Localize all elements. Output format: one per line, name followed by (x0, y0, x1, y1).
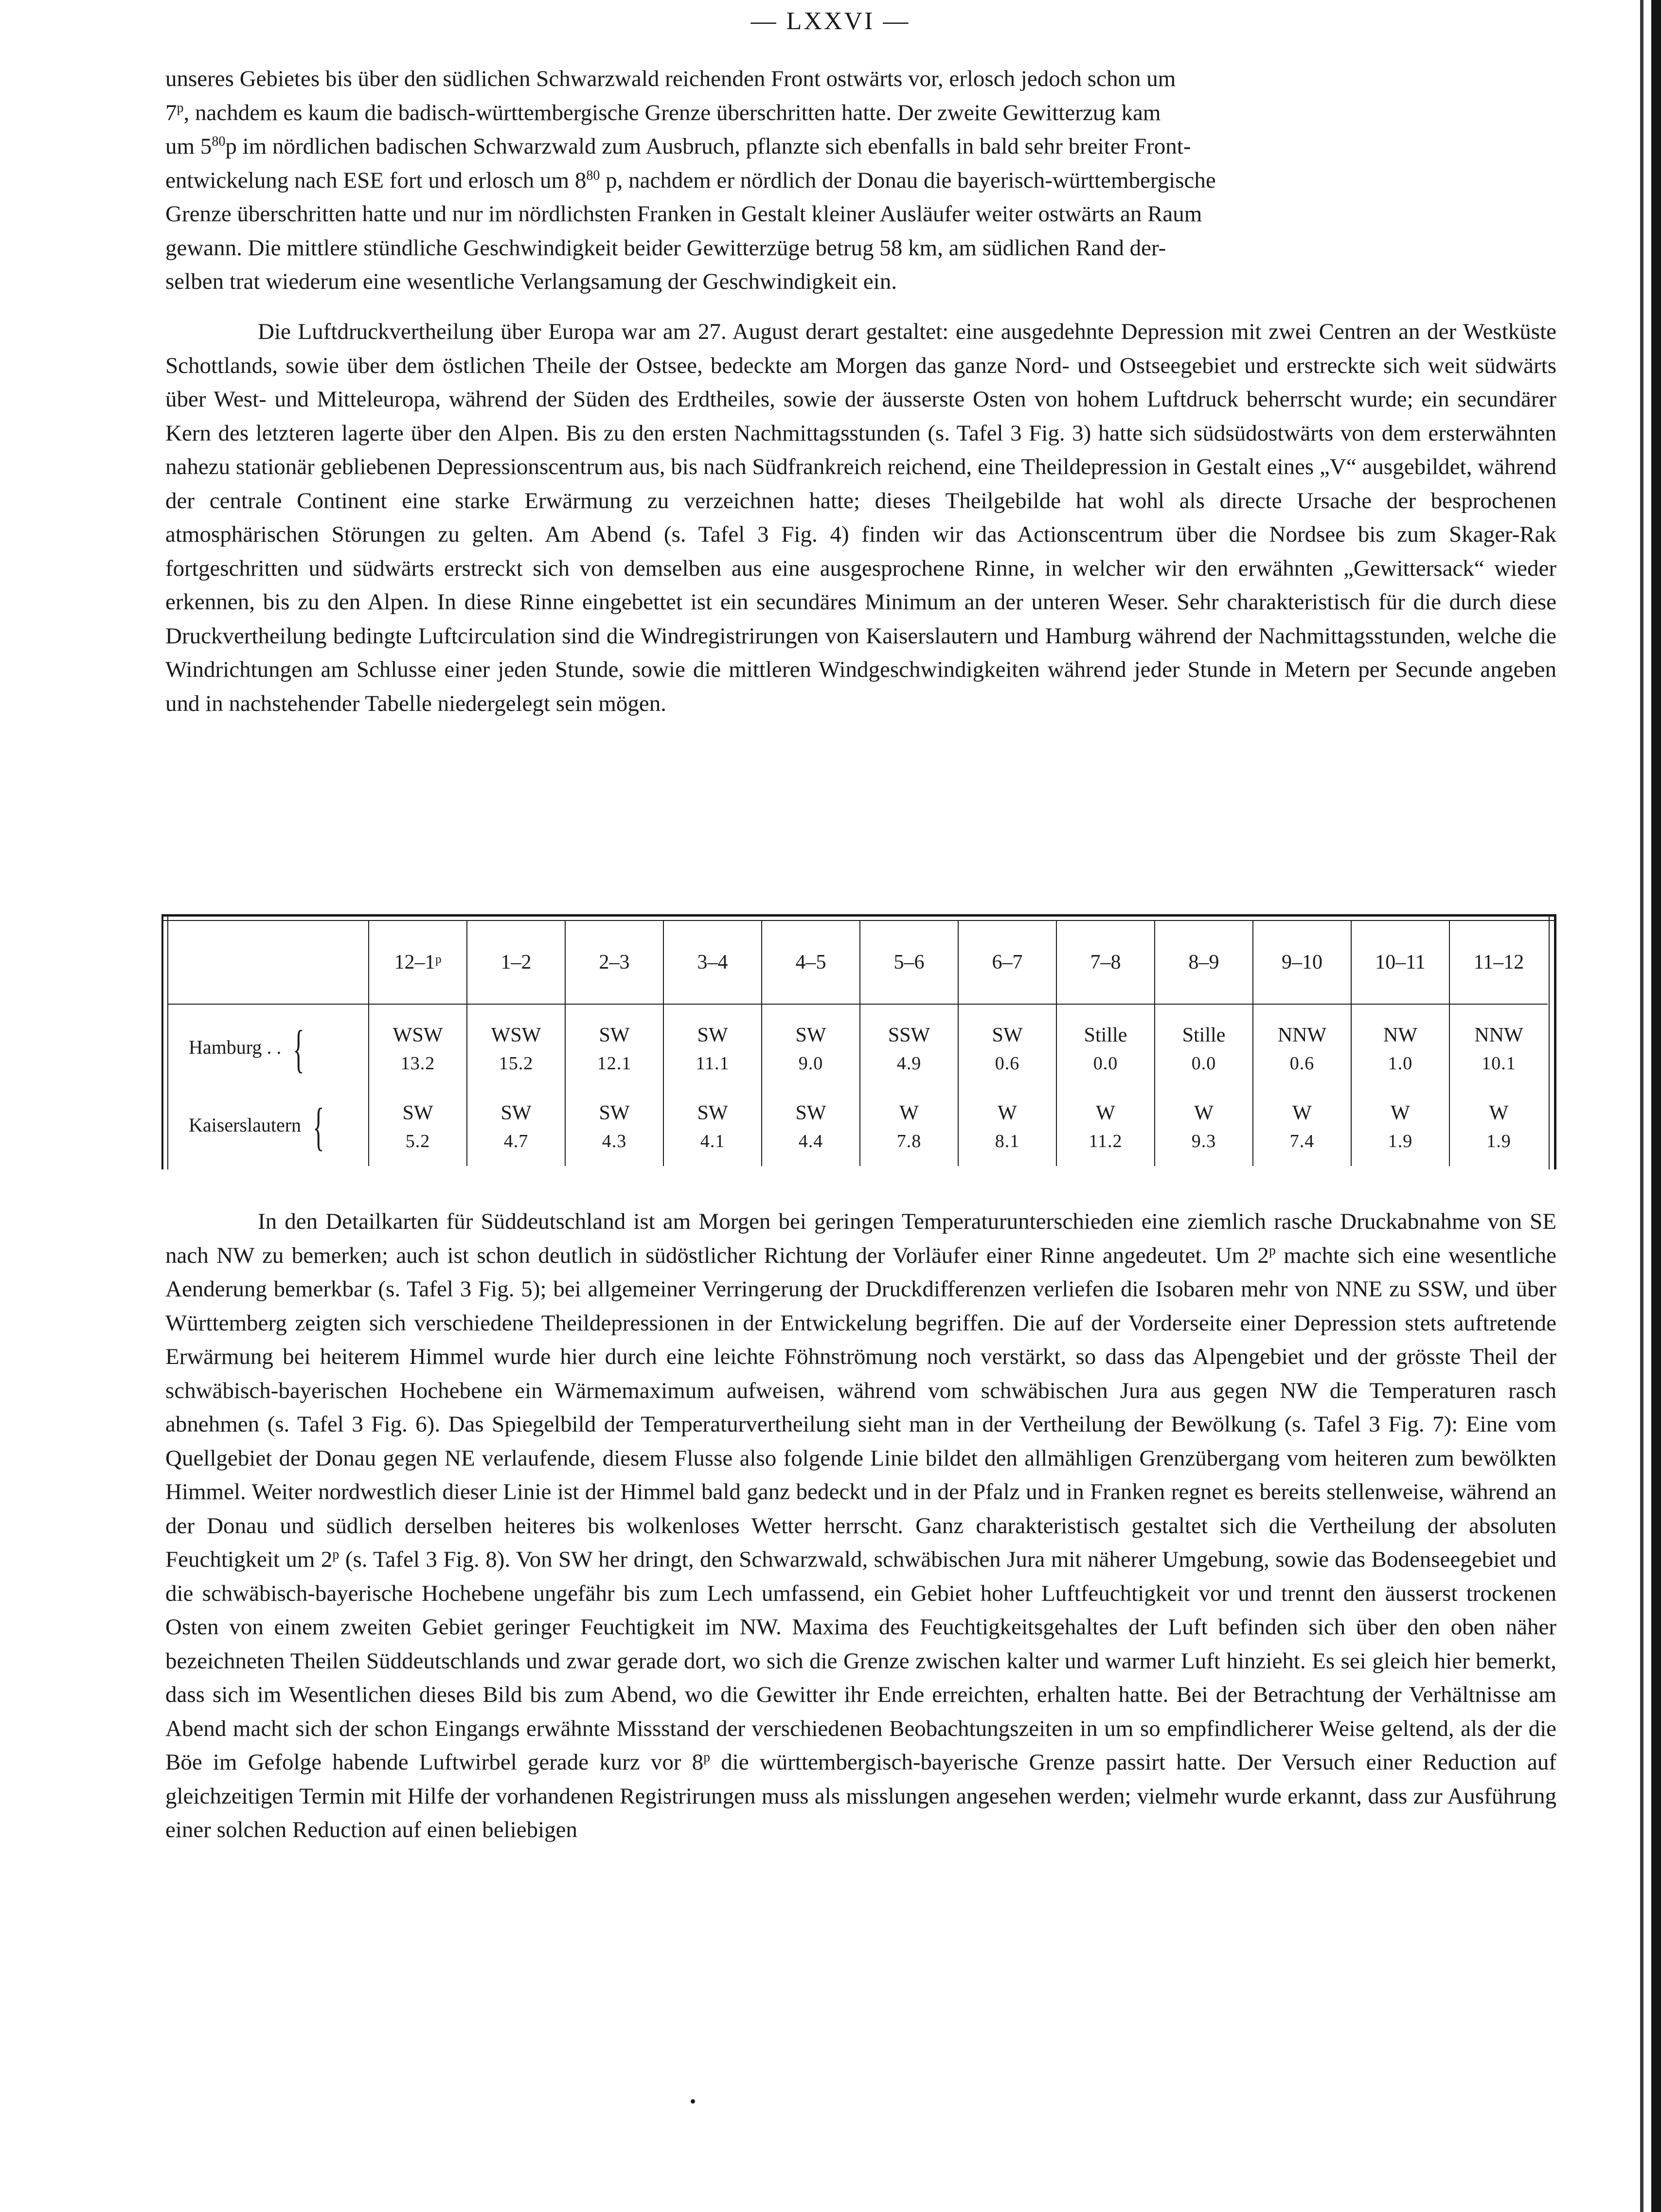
table-row-kaiserslautern (168, 1088, 1548, 1166)
table-cell: SW 4.3 (565, 1088, 663, 1166)
table-header-cell: 1–2 (467, 921, 565, 1004)
table-cell: SW 11.1 (663, 1004, 762, 1088)
table-cell: Stille 0.0 (1056, 1004, 1155, 1088)
table-cell: SW 4.4 (762, 1088, 860, 1166)
table-cell: NNW 0.6 (1253, 1004, 1351, 1088)
text-line: unseres Gebietes bis über den südlichen Schwarzwald reichenden Front ostwärts vor, erlosch jedoch schon um (165, 66, 1176, 91)
table-cell: W 1.9 (1351, 1088, 1449, 1166)
table-cell: WSW 15.2 (467, 1004, 565, 1088)
text-line: selben trat wiederum eine wesentliche Verlangsamung der Geschwindigkeit ein. (165, 269, 897, 294)
paragraph-pressure (165, 315, 1556, 721)
table-frame-right (1554, 914, 1556, 1169)
scan-edge (1651, 0, 1661, 2212)
table-header-row (168, 921, 1548, 1004)
table-header-cell: 2–3 (565, 921, 663, 1004)
table-header-cell: 4–5 (762, 921, 860, 1004)
table-header-cell: 12–1ᵖ (369, 921, 467, 1004)
table-frame-left (161, 914, 163, 1169)
scan-edge-line (1640, 0, 1643, 2212)
table-cell: SW 9.0 (762, 1004, 860, 1088)
table-cell: W 8.1 (958, 1088, 1056, 1166)
page-number: — LXXVI — (750, 7, 911, 35)
row-label-kaiserslautern: Kaiserslautern { (189, 1098, 324, 1156)
row-label-hamburg: Hamburg . . { (189, 1020, 304, 1078)
table-cell: WSW 13.2 (369, 1004, 467, 1088)
table-row-hamburg (168, 1004, 1548, 1088)
table-cell: W 7.8 (860, 1088, 958, 1166)
footer-dot (691, 2099, 695, 2104)
table-cell: NNW 10.1 (1449, 1004, 1548, 1088)
paragraph-text: Die Luftdruckvertheilung über Europa war am 27. August derart gestaltet: eine ausgedehnte Depression mit zwei Centren an der Westküste Schottlands, sowie über dem östlichen Theile der Ostsee, bedeckte am Morgen das ganze Nord- und Ostseegebiet und erstreckte sich weit südwärts über West- und Mitteleuropa, während der Süden des Erdtheiles, sowie der äusserste Osten von hohem Luftdruck beherrscht wurde; ein secundärer Kern des letzteren lagerte über den Alpen. Bis zu den ersten Nachmittagsstunden (s. Tafel 3 Fig. 3) hatte sich südsüdostwärts von dem ersterwähnten nahezu stationär gebliebenen Depressionscentrum aus, bis nach Südfrankreich reichend, eine Theildepression in Gestalt eines „V“ ausgebildet, während der centrale Continent eine starke Erwärmung zu verzeichnen hatte; dieses Theilgebilde hat wohl als directe Ursache der besprochenen atmosphärischen Störungen zu gelten. Am Abend (s. Tafel 3 Fig. 4) finden wir das Actionscentrum über die Nordsee bis zum Skager-Rak fortgeschritten und südwärts erstreckt sich von demselben aus eine ausgesprochene Rinne, in welcher wir den erwähnten „Gewittersack“ wieder erkennen, bis zu den Alpen. In diese Rinne eingebettet ist ein secundäres Minimum an der unteren Weser. Sehr charakteristisch für die durch diese Druckvertheilung bedingte Luftcirculation sind die Windregistrirungen von Kaiserslautern und Hamburg während der Nachmittagsstunden, welche die Windrichtungen am Schlusse einer jeden Stunde, sowie die mittleren Windgeschwindigkeiten während jeder Stunde in Metern per Secunde angeben und in nachstehender Tabelle niedergelegt sein mögen. (165, 319, 1556, 716)
table-header-cell: 7–8 (1056, 921, 1155, 1004)
table-cell: SW 0.6 (958, 1004, 1056, 1088)
table-header-cell: 8–9 (1155, 921, 1253, 1004)
table-cell: SW 4.1 (663, 1088, 762, 1166)
table-frame-top (161, 914, 1556, 917)
text-line: entwickelung nach ESE fort und erlosch um $8^{80}$ p, nachdem er nördlich der Donau die bayerisch-württembergische (165, 167, 1216, 193)
brace-glyph: { (293, 1020, 304, 1078)
text-line: um $5^{80}p$ im nördlichen badischen Schwarzwald zum Ausbruch, pflanzte sich ebenfalls in bald sehr breiter Front- (165, 134, 1191, 159)
table-cell: W 11.2 (1056, 1088, 1155, 1166)
table-cell: NW 1.0 (1351, 1004, 1449, 1088)
table-header-cell: 5–6 (860, 921, 958, 1004)
table-cell: SW 5.2 (369, 1088, 467, 1166)
table-header-cell: 11–12 (1449, 921, 1548, 1004)
table-header-cell: 10–11 (1351, 921, 1449, 1004)
wind-data-table (168, 921, 1548, 1166)
table-header-cell: 3–4 (663, 921, 762, 1004)
table-header-cell: 9–10 (1253, 921, 1351, 1004)
paragraph-text: In den Detailkarten für Süddeutschland ist am Morgen bei geringen Temperaturunterschieden eine ziemlich rasche Druckabnahme von SE nach NW zu bemerken; auch ist schon deutlich in südöstlicher Richtung der Vorläufer einer Rinne angedeutet. Um 2$^p$ machte sich eine wesentliche Aenderung bemerkbar (s. Tafel 3 Fig. 5); bei allgemeiner Verringerung der Druckdifferenzen verliefen die Isobaren mehr von NNE zu SSW, und über Württemberg zeigten sich verschiedene Theildepressionen in der Entwickelung begriffen. Die auf der Vorderseite einer Depression stets auftretende Erwärmung bei heiterem Himmel wurde hier durch eine leichte Föhnströmung noch verstärkt, so dass das Alpengebiet und der grösste Theil der schwäbisch-bayerischen Hochebene ein Wärmemaximum aufweisen, während vom schwäbischen Jura aus gegen NW die Temperaturen rasch abnehmen (s. Tafel 3 Fig. 6). Das Spiegelbild der Temperaturvertheilung sieht man in der Vertheilung der Bewölkung (s. Tafel 3 Fig. 7): Eine vom Quellgebiet der Donau gegen NE verlaufende, diesem Flusse also folgende Linie bildet den allmähligen Grenzübergang vom heiteren zum bewölkten Himmel. Weiter nordwestlich dieser Linie ist der Himmel bald ganz bedeckt und in der Pfalz und in Franken regnet es bereits stellenweise, während an der Donau und südlich derselben heiteres bis wolkenloses Wetter herrscht. Ganz charakteristisch gestaltet sich die Vertheilung der absoluten Feuchtigkeit um 2$^p$ (s. Tafel 3 Fig. 8). Von SW her dringt, den Schwarzwald, schwäbischen Jura mit näherer Umgebung, sowie das Bodenseegebiet und die schwäbisch-bayerische Hochebene ungefähr bis zum Lech umfassend, ein Gebiet hoher Luftfeuchtigkeit vor und trennt den äusserst trockenen Osten von einem zweiten Gebiet geringer Feuchtigkeit im NW. Maxima des Feuchtigkeitsgehaltes der Luft befinden sich über den oben näher bezeichneten Theilen Süddeutschlands und zwar gerade dort, wo sich die Grenze zwischen kalter und warmer Luft hinzieht. Es sei gleich hier bemerkt, dass sich im Wesentlichen dieses Bild bis zum Abend, wo die Gewitter ihr Ende erreichten, erhalten hatte. Bei der Betrachtung der Verhältnisse am Abend macht sich der schon Eingangs erwähnte Missstand der verschiedenen Beobachtungszeiten in um so empfindlicherer Weise geltend, als der die Böe im Gefolge habende Luftwirbel gerade kurz vor 8$^p$ die württembergisch-bayerische Grenze passirt hatte. Der Versuch einer Reduction auf gleichzeitigen Termin mit Hilfe der vorhandenen Registrirungen muss als misslungen angesehen werden; vielmehr wurde erkannt, dass zur Ausführung einer solchen Reduction auf einen beliebigen (165, 1209, 1556, 1842)
table-cell: SSW 4.9 (860, 1004, 958, 1088)
paragraph-continuation (165, 62, 1556, 299)
table-header-cell: 6–7 (958, 921, 1056, 1004)
paragraph-detail-maps (165, 1205, 1556, 1847)
table-corner (168, 921, 369, 1004)
table-frame-right-inner (1549, 914, 1550, 1169)
table-cell: W 7.4 (1253, 1088, 1351, 1166)
table-cell: Stille 0.0 (1155, 1004, 1253, 1088)
text-line: Grenze überschritten hatte und nur im nördlichsten Franken in Gestalt kleiner Ausläufer weiter ostwärts an Raum (165, 201, 1202, 227)
text-line: gewann. Die mittlere stündliche Geschwindigkeit beider Gewitterzüge betrug 58 km, am südlichen Rand der- (165, 235, 1166, 261)
table-cell: SW 12.1 (565, 1004, 663, 1088)
table-cell: W 9.3 (1155, 1088, 1253, 1166)
table-cell: SW 4.7 (467, 1088, 565, 1166)
wind-table (161, 914, 1556, 1169)
text-line: 7$^p$, nachdem es kaum die badisch-württembergische Grenze überschritten hatte. Der zweite Gewitterzug kam (165, 100, 1161, 125)
brace-glyph: { (313, 1098, 324, 1156)
table-cell: W 1.9 (1449, 1088, 1548, 1166)
